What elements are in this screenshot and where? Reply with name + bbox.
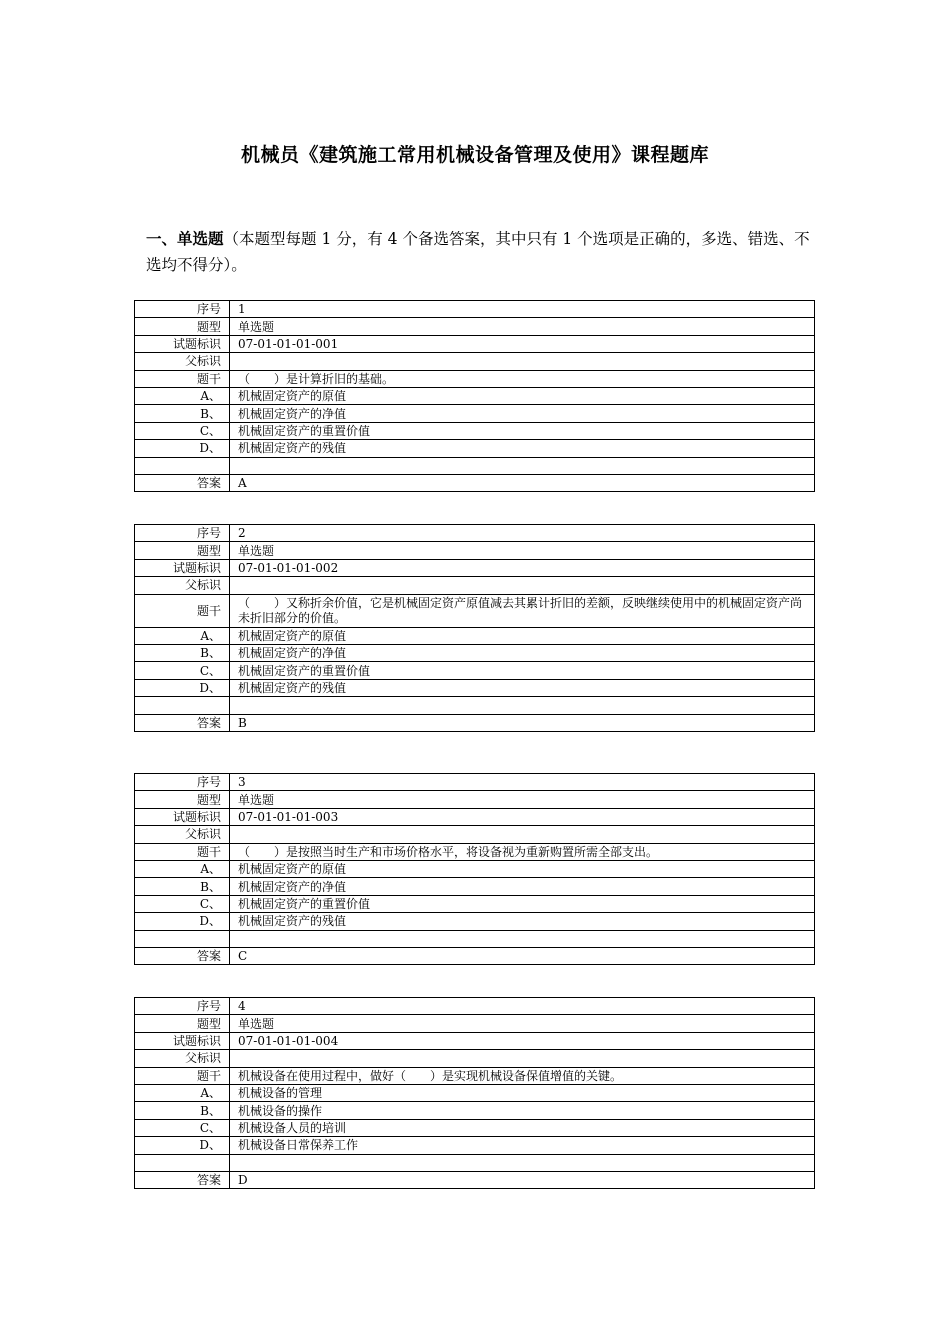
question-type: 单选题: [230, 318, 815, 335]
empty-cell: [135, 1154, 230, 1171]
section-heading: [146, 226, 816, 278]
option-b: 机械固定资产的净值: [230, 878, 815, 895]
label-answer: 答案: [135, 474, 230, 491]
label-option-d: D、: [135, 913, 230, 930]
label-stem: 题干: [135, 843, 230, 860]
label-option-c: C、: [135, 422, 230, 439]
label-answer: 答案: [135, 1171, 230, 1188]
label-option-a: A、: [135, 1084, 230, 1101]
label-parent: 父标识: [135, 826, 230, 843]
question-seq: 1: [230, 301, 815, 318]
table-row: [135, 697, 815, 714]
label-id: 试题标识: [135, 1032, 230, 1049]
question-stem: （ ）是按照当时生产和市场价格水平，将设备视为重新购置所需全部支出。: [230, 843, 815, 860]
table-row: [135, 457, 815, 474]
table-row: [135, 1067, 815, 1084]
question-table-4: [134, 997, 815, 1189]
question-answer: A: [230, 474, 815, 491]
table-row: [135, 1171, 815, 1188]
question-id: 07-01-01-01-001: [230, 335, 815, 352]
table-row: [135, 843, 815, 860]
label-stem: 题干: [135, 594, 230, 627]
table-row: [135, 370, 815, 387]
question-type: 单选题: [230, 542, 815, 559]
question-seq: 4: [230, 998, 815, 1015]
table-row: [135, 860, 815, 877]
label-type: 题型: [135, 1015, 230, 1032]
table-row: [135, 559, 815, 576]
table-row: [135, 1137, 815, 1154]
table-row: [135, 913, 815, 930]
label-option-c: C、: [135, 1119, 230, 1136]
label-answer: 答案: [135, 947, 230, 964]
label-parent: 父标识: [135, 577, 230, 594]
table-row: [135, 679, 815, 696]
label-option-a: A、: [135, 387, 230, 404]
table-row: [135, 422, 815, 439]
question-id: 07-01-01-01-004: [230, 1032, 815, 1049]
table-row: [135, 387, 815, 404]
empty-cell: [135, 697, 230, 714]
table-row: [135, 353, 815, 370]
question-parent: [230, 826, 815, 843]
question-id: 07-01-01-01-003: [230, 808, 815, 825]
table-row: [135, 662, 815, 679]
table-row: [135, 301, 815, 318]
question-type: 单选题: [230, 791, 815, 808]
label-seq: 序号: [135, 774, 230, 791]
label-option-b: B、: [135, 1102, 230, 1119]
label-seq: 序号: [135, 998, 230, 1015]
table-row: [135, 627, 815, 644]
label-option-c: C、: [135, 662, 230, 679]
label-parent: 父标识: [135, 353, 230, 370]
option-c: 机械设备人员的培训: [230, 1119, 815, 1136]
label-option-d: D、: [135, 679, 230, 696]
option-d: 机械固定资产的残值: [230, 913, 815, 930]
table-row: [135, 930, 815, 947]
option-d: 机械固定资产的残值: [230, 679, 815, 696]
label-stem: 题干: [135, 370, 230, 387]
table-row: [135, 318, 815, 335]
table-row: [135, 405, 815, 422]
label-option-a: A、: [135, 627, 230, 644]
label-option-d: D、: [135, 440, 230, 457]
option-a: 机械固定资产的原值: [230, 387, 815, 404]
empty-cell: [135, 457, 230, 474]
label-option-c: C、: [135, 895, 230, 912]
table-row: [135, 525, 815, 542]
table-row: [135, 791, 815, 808]
table-row: [135, 644, 815, 661]
table-row: [135, 1119, 815, 1136]
question-seq: 3: [230, 774, 815, 791]
label-option-b: B、: [135, 405, 230, 422]
section-description: （本题型每题 1 分，有 4 个备选答案，其中只有 1 个选项是正确的，多选、错选、不选均不得分）。: [146, 230, 810, 274]
option-c: 机械固定资产的重置价值: [230, 895, 815, 912]
label-id: 试题标识: [135, 808, 230, 825]
table-row: [135, 1102, 815, 1119]
option-a: 机械固定资产的原值: [230, 627, 815, 644]
empty-cell: [230, 1154, 815, 1171]
table-row: [135, 895, 815, 912]
table-row: [135, 714, 815, 731]
question-type: 单选题: [230, 1015, 815, 1032]
table-row: [135, 594, 815, 627]
table-row: [135, 577, 815, 594]
label-type: 题型: [135, 542, 230, 559]
label-answer: 答案: [135, 714, 230, 731]
label-type: 题型: [135, 791, 230, 808]
table-row: [135, 774, 815, 791]
question-stem: （ ）又称折余价值，它是机械固定资产原值减去其累计折旧的差额，反映继续使用中的机械固定资产尚未折旧部分的价值。: [230, 594, 815, 627]
option-d: 机械固定资产的残值: [230, 440, 815, 457]
empty-cell: [230, 930, 815, 947]
empty-cell: [135, 930, 230, 947]
table-row: [135, 335, 815, 352]
option-d: 机械设备日常保养工作: [230, 1137, 815, 1154]
table-row: [135, 474, 815, 491]
question-table-3: [134, 773, 815, 965]
table-row: [135, 878, 815, 895]
empty-cell: [230, 457, 815, 474]
question-answer: C: [230, 947, 815, 964]
option-b: 机械固定资产的净值: [230, 644, 815, 661]
label-parent: 父标识: [135, 1050, 230, 1067]
question-id: 07-01-01-01-002: [230, 559, 815, 576]
label-seq: 序号: [135, 525, 230, 542]
option-a: 机械设备的管理: [230, 1084, 815, 1101]
option-b: 机械设备的操作: [230, 1102, 815, 1119]
table-row: [135, 808, 815, 825]
section-head: 一、单选题: [146, 229, 224, 248]
question-stem: （ ）是计算折旧的基础。: [230, 370, 815, 387]
question-table-2: [134, 524, 815, 732]
table-row: [135, 1084, 815, 1101]
label-option-b: B、: [135, 644, 230, 661]
label-seq: 序号: [135, 301, 230, 318]
option-c: 机械固定资产的重置价值: [230, 422, 815, 439]
question-parent: [230, 577, 815, 594]
empty-cell: [230, 697, 815, 714]
question-table-1: [134, 300, 815, 492]
table-row: [135, 998, 815, 1015]
label-id: 试题标识: [135, 559, 230, 576]
table-row: [135, 1015, 815, 1032]
label-stem: 题干: [135, 1067, 230, 1084]
question-stem: 机械设备在使用过程中，做好（ ）是实现机械设备保值增值的关键。: [230, 1067, 815, 1084]
option-b: 机械固定资产的净值: [230, 405, 815, 422]
label-option-d: D、: [135, 1137, 230, 1154]
table-row: [135, 542, 815, 559]
document-title: 机械员《建筑施工常用机械设备管理及使用》课程题库: [240, 144, 709, 166]
table-row: [135, 947, 815, 964]
label-option-b: B、: [135, 878, 230, 895]
table-row: [135, 826, 815, 843]
question-parent: [230, 1050, 815, 1067]
question-answer: D: [230, 1171, 815, 1188]
table-row: [135, 440, 815, 457]
label-type: 题型: [135, 318, 230, 335]
question-answer: B: [230, 714, 815, 731]
label-option-a: A、: [135, 860, 230, 877]
table-row: [135, 1154, 815, 1171]
option-c: 机械固定资产的重置价值: [230, 662, 815, 679]
question-seq: 2: [230, 525, 815, 542]
label-id: 试题标识: [135, 335, 230, 352]
question-parent: [230, 353, 815, 370]
table-row: [135, 1032, 815, 1049]
table-row: [135, 1050, 815, 1067]
option-a: 机械固定资产的原值: [230, 860, 815, 877]
